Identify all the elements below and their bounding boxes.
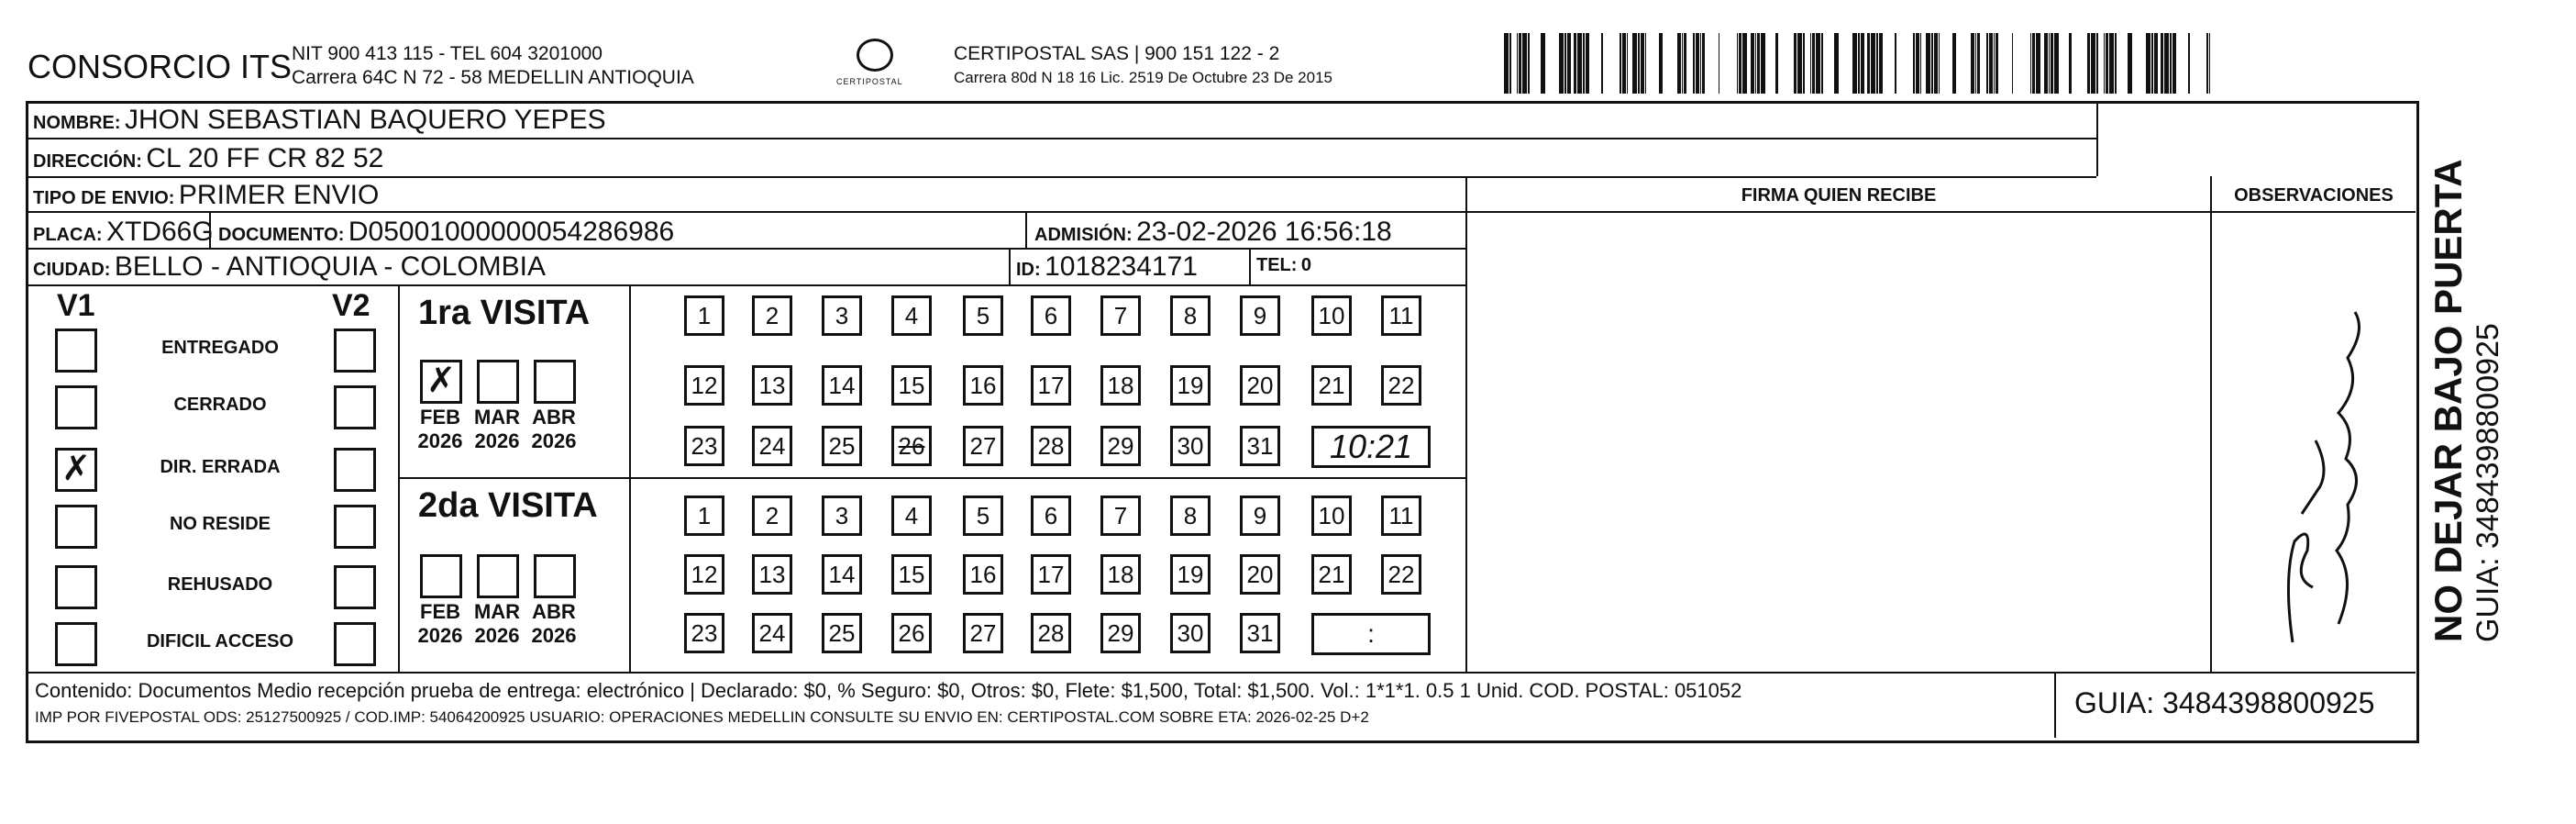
second-visit-title: 2da VISITA [418,486,598,525]
day-box[interactable]: 24 [752,613,792,653]
day-box[interactable]: 28 [1031,426,1071,466]
barcode-bar [1737,33,1738,94]
day-box[interactable]: 7 [1100,496,1141,536]
barcode-bar [1641,33,1644,94]
barcode-bar [1996,33,1998,94]
barcode-bar [1834,33,1839,94]
barcode-bar [2087,33,2090,94]
day-box[interactable]: 25 [822,426,862,466]
day-box[interactable]: 11 [1381,295,1421,336]
carrier-license: Carrera 80d N 18 16 Lic. 2519 De Octubre 23 De 2015 [954,69,1332,86]
barcode-bar [1989,33,1993,94]
handwritten-observation [2228,275,2412,661]
barcode-bar [1645,33,1646,94]
barcode-bar [1632,33,1637,94]
tipo-label: TIPO DE ENVIO: [33,188,175,208]
barcode-bar [1622,33,1626,94]
barcode-bar [1977,33,1980,94]
documento-row [218,217,674,248]
certipostal-logo-icon [857,39,893,72]
divider [1009,248,1011,284]
handwriting-icon [2228,275,2412,661]
barcode-bar [1994,33,1995,94]
v1-checkbox[interactable] [55,328,97,373]
barcode-bar [2104,33,2105,94]
day-box[interactable]: 6 [1031,295,1071,336]
divider [2054,672,2056,738]
barcode-bar [1601,33,1603,94]
barcode-bar [2209,33,2210,94]
day-box[interactable]: 8 [1170,295,1211,336]
day-box[interactable]: 29 [1100,613,1141,653]
month-checkbox[interactable] [534,554,576,598]
barcode-bar [1739,33,1741,94]
day-box[interactable]: 20 [1240,554,1280,595]
barcode-bar [1794,33,1797,94]
tipo-row [33,180,379,211]
barcode-bar [1682,33,1683,94]
barcode-bar [1810,33,1811,94]
barcode-bar [1583,33,1585,94]
day-box[interactable]: 10 [1311,496,1352,536]
barcode-bar [1693,33,1695,94]
ciudad-label: CIUDAD: [33,260,111,280]
barcode-bar [1567,33,1571,94]
day-box[interactable]: 26 [891,426,932,466]
month-year-label: 2026 [474,429,520,452]
nombre-value: JHON SEBASTIAN BAQUERO YEPES [125,105,606,135]
day-box[interactable]: 23 [684,426,724,466]
day-box[interactable]: 21 [1311,554,1352,595]
admision-value: 23-02-2026 16:56:18 [1136,217,1392,247]
status-option-label: CERRADO [173,395,267,415]
id-value: 1018234171 [1045,251,1198,282]
documento-label: DOCUMENTO: [218,225,345,245]
placa-value: XTD66G [106,217,214,247]
barcode-bar [1577,33,1582,94]
admision-row [1034,217,1392,248]
barcode-bar [2206,33,2208,94]
barcode-bar [1528,33,1530,94]
day-box[interactable]: 13 [752,554,792,595]
barcode-bar [1509,33,1511,94]
day-box[interactable]: 9 [1240,496,1280,536]
barcode-bar [1586,33,1589,94]
day-box[interactable]: 17 [1031,365,1071,406]
barcode-bar [2106,33,2108,94]
footer-guia: GUIA: 3484398800925 [2074,686,2375,719]
barcode-bar [1517,33,1518,94]
day-box[interactable]: 30 [1170,426,1211,466]
barcode-bar [1803,33,1805,94]
side-text [2427,110,2506,642]
barcode-bar [1797,33,1802,94]
day-box[interactable]: 16 [963,365,1003,406]
barcode-bar [1627,33,1628,94]
status-option-label: ENTREGADO [161,338,279,358]
month-label: ABR [532,406,576,429]
barcode-bar [1852,33,1857,94]
day-box[interactable]: 27 [963,426,1003,466]
divider [28,672,2416,674]
firma-header: FIRMA QUIEN RECIBE [1741,185,1937,206]
day-box[interactable]: 11 [1381,496,1421,536]
id-label: ID: [1016,260,1041,280]
barcode-bar [1541,33,1545,94]
admision-label: ADMISIÓN: [1034,225,1133,245]
barcode-bar [2115,33,2117,94]
v1-checkbox[interactable] [55,565,97,609]
day-box[interactable]: 30 [1170,613,1211,653]
month-year-label: 2026 [417,624,463,647]
day-box[interactable]: 26 [891,613,932,653]
v2-label: V2 [332,288,370,323]
v1-checkbox[interactable] [55,505,97,549]
divider [28,284,1467,286]
month-checkbox[interactable] [534,360,576,404]
day-box[interactable]: 12 [684,554,724,595]
day-box[interactable]: 18 [1100,365,1141,406]
company-nit: NIT 900 413 115 - TEL 604 3201000 [292,43,603,64]
barcode-bar [1761,33,1765,94]
divider [1249,248,1251,284]
barcode-bar [1939,33,1940,94]
day-box[interactable]: 10 [1311,295,1352,336]
placa-row [33,217,214,248]
barcode-icon [1504,33,2210,94]
barcode-bar [1702,33,1705,94]
barcode-bar [1751,33,1754,94]
day-box[interactable]: 15 [891,554,932,595]
day-box[interactable]: 16 [963,554,1003,595]
day-box[interactable]: 19 [1170,554,1211,595]
divider [28,248,1467,250]
day-box[interactable]: 2 [752,295,792,336]
month-year-label: 2026 [474,624,520,647]
divider [28,211,2416,213]
barcode-bar [2146,33,2150,94]
barcode-bar [1742,33,1747,94]
divider [28,176,2096,178]
barcode-bar [2151,33,2153,94]
day-box[interactable]: 17 [1031,554,1071,595]
barcode-bar [1931,33,1933,94]
barcode-bar [1861,33,1864,94]
barcode-bar [1913,33,1915,94]
logo-text: CERTIPOSTAL [836,77,903,86]
direccion-value: CL 20 FF CR 82 52 [146,143,384,173]
day-box[interactable]: 31 [1240,613,1280,653]
day-box[interactable]: 15 [891,365,932,406]
day-box[interactable]: 20 [1240,365,1280,406]
day-box[interactable]: 6 [1031,496,1071,536]
barcode-bar [1504,33,1509,94]
day-box[interactable]: 12 [684,365,724,406]
barcode-bar [2054,33,2059,94]
barcode-bar [1638,33,1640,94]
company-address: Carrera 64C N 72 - 58 MEDELLIN ANTIOQUIA [292,67,694,88]
barcode-bar [2044,33,2048,94]
v1-label: V1 [57,288,95,323]
month-label: FEB [420,406,460,429]
day-box[interactable]: 22 [1381,365,1421,406]
barcode-bar [1895,33,1896,94]
barcode-bar [1916,33,1919,94]
barcode-bar [1879,33,1883,94]
month-label: MAR [473,406,521,429]
observaciones-header: OBSERVACIONES [2234,185,2394,206]
day-box[interactable]: 13 [752,365,792,406]
footer-content: Contenido: Documentos Medio recepción prueba de entrega: electrónico | Declarado: $0, % Seguro: $0, Otros: $0, Flete: $1,500, Total: $1,500. Vol.: 1*1*1. 0.5 1 Unid. COD. POSTAL: 051052 [35,679,1742,702]
day-box[interactable]: 14 [822,365,862,406]
placa-label: PLACA: [33,225,103,245]
company-name: CONSORCIO ITS [28,48,293,85]
barcode-bar [1816,33,1820,94]
day-box[interactable]: 9 [1240,295,1280,336]
day-box[interactable]: 5 [963,496,1003,536]
v2-checkbox[interactable] [334,505,376,549]
tipo-value: PRIMER ENVIO [178,180,380,210]
tel-label: TEL: [1256,255,1298,275]
day-box[interactable]: 25 [822,613,862,653]
barcode-bar [1700,33,1701,94]
barcode-bar [2170,33,2172,94]
barcode-bar [1952,33,1956,94]
first-visit-title: 1ra VISITA [418,294,591,332]
month-label: FEB [420,600,460,623]
ciudad-row [33,251,546,283]
day-box[interactable]: 28 [1031,613,1071,653]
month-checkbox[interactable] [477,360,519,404]
v1-checkbox[interactable] [55,622,97,666]
barcode-bar [2012,33,2013,94]
barcode-bar [2032,33,2035,94]
company-info [292,42,694,90]
day-box[interactable]: 4 [891,496,932,536]
v2-checkbox[interactable] [334,385,376,429]
v1-checkbox[interactable]: ✗ [55,448,97,492]
documento-value: D05001000000054286986 [348,217,675,247]
barcode-bar [1696,33,1699,94]
direccion-label: DIRECCIÓN: [33,151,142,172]
barcode-bar [1821,33,1823,94]
barcode-bar [1775,33,1778,94]
barcode-bar [1757,33,1760,94]
barcode-bar [2051,33,2053,94]
barcode-bar [1677,33,1681,94]
barcode-bar [1876,33,1878,94]
day-box[interactable]: 21 [1311,365,1352,406]
month-checkbox[interactable] [477,554,519,598]
barcode-bar [1926,33,1930,94]
day-box[interactable]: 14 [822,554,862,595]
day-box[interactable]: 5 [963,295,1003,336]
v1-checkbox[interactable] [55,385,97,429]
barcode-bar [2161,33,2163,94]
barcode-bar [1867,33,1870,94]
id-row [1016,251,1198,283]
barcode-bar [1986,33,1988,94]
barcode-bar [1975,33,1976,94]
day-box[interactable]: 2 [752,496,792,536]
day-box[interactable]: 18 [1100,554,1141,595]
barcode-bar [1620,33,1621,94]
day-box[interactable]: 4 [891,295,932,336]
tel-value: 0 [1300,255,1312,275]
barcode-bar [1519,33,1521,94]
no-dejar-warning: NO DEJAR BAJO PUERTA [2427,159,2470,642]
divider [2210,176,2212,672]
barcode-bar [2091,33,2095,94]
divider [2096,101,2098,176]
day-box[interactable]: 3 [822,496,862,536]
barcode-bar [2030,33,2031,94]
barcode-bar [2109,33,2114,94]
v2-checkbox[interactable] [334,622,376,666]
status-option-label: NO RESIDE [169,514,271,534]
barcode-bar [2096,33,2098,94]
barcode-bar [1858,33,1860,94]
direccion-row [33,143,383,174]
barcode-bar [1934,33,1938,94]
divider [28,138,2096,139]
day-box[interactable]: 1 [684,295,724,336]
barcode-bar [1871,33,1875,94]
nombre-label: NOMBRE: [33,113,121,133]
time-field[interactable]: : [1311,613,1431,655]
divider [1465,176,1467,672]
barcode-bar [2128,33,2132,94]
barcode-bar [2154,33,2158,94]
carrier-name: CERTIPOSTAL SAS | 900 151 122 - 2 [954,43,1280,64]
barcode-bar [1812,33,1815,94]
barcode-bar [1920,33,1921,94]
carrier-info [954,42,1332,90]
barcode-bar [2049,33,2050,94]
day-box[interactable]: 22 [1381,554,1421,595]
divider [1025,211,1027,248]
status-option-label: DIR. ERRADA [160,457,281,477]
barcode-bar [2172,33,2176,94]
day-box[interactable]: 19 [1170,365,1211,406]
v2-checkbox[interactable] [334,565,376,609]
day-box[interactable]: 29 [1100,426,1141,466]
month-checkbox[interactable]: ✗ [420,360,462,404]
day-box[interactable]: 8 [1170,496,1211,536]
barcode-bar [1522,33,1527,94]
month-year-label: 2026 [531,624,577,647]
barcode-bar [2188,33,2190,94]
barcode-bar [2164,33,2169,94]
month-label: ABR [532,600,576,623]
month-year-label: 2026 [531,429,577,452]
footer-print-info: IMP POR FIVEPOSTAL ODS: 25127500925 / COD.IMP: 54064200925 USUARIO: OPERACIONES MEDELLIN CONSULTE SU ENVIO EN: CERTIPOSTAL.COM SOBRE ETA: 2026-02-25 D+2 [35,708,1369,726]
day-box[interactable]: 27 [963,613,1003,653]
ciudad-value: BELLO - ANTIOQUIA - COLOMBIA [114,251,547,282]
day-box[interactable]: 31 [1240,426,1280,466]
divider [398,477,1465,479]
side-guia: GUIA: 3484398800925 [2471,323,2505,642]
divider [629,284,631,672]
day-box[interactable]: 1 [684,496,724,536]
barcode-bar [1574,33,1576,94]
barcode-bar [1559,33,1564,94]
divider [209,211,211,248]
barcode-bar [1971,33,1974,94]
time-field[interactable]: 10:21 [1311,426,1431,468]
barcode-bar [1659,33,1663,94]
barcode-bar [1564,33,1566,94]
month-year-label: 2026 [417,429,463,452]
tel-row [1256,255,1311,276]
status-option-label: DIFICIL ACCESO [146,631,293,651]
day-box[interactable]: 24 [752,426,792,466]
month-label: MAR [473,600,521,623]
barcode-bar [2069,33,2072,94]
barcode-bar [1755,33,1756,94]
v2-checkbox[interactable] [334,448,376,492]
nombre-row [33,105,606,136]
day-box[interactable]: 7 [1100,295,1141,336]
day-box[interactable]: 23 [684,613,724,653]
barcode-bar [2036,33,2040,94]
status-option-label: REHUSADO [167,574,273,595]
barcode-bar [1684,33,1686,94]
month-checkbox[interactable] [420,554,462,598]
day-box[interactable]: 3 [822,295,862,336]
v2-checkbox[interactable] [334,328,376,373]
